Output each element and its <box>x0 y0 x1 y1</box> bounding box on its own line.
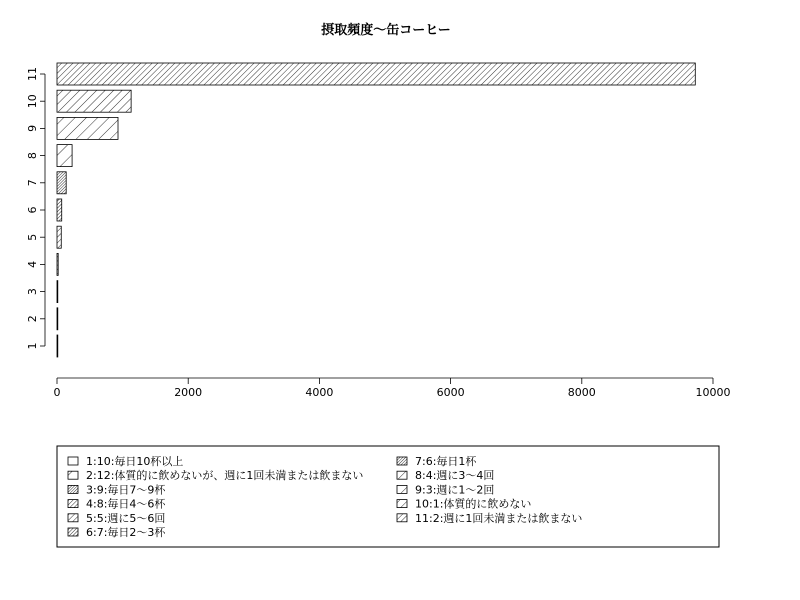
legend-swatch <box>397 485 407 493</box>
legend-label: 10:1:体質的に飲めない <box>415 497 532 511</box>
legend-swatch <box>68 528 78 536</box>
y-tick-label: 4 <box>26 260 39 268</box>
y-tick-label: 11 <box>26 67 39 81</box>
x-tick-label: 2000 <box>174 386 203 399</box>
legend-label: 6:7:毎日2～3杯 <box>86 526 166 539</box>
y-tick-label: 10 <box>26 94 39 109</box>
legend-swatch <box>68 471 78 479</box>
legend-swatch <box>397 471 407 479</box>
y-axis <box>26 67 45 350</box>
legend-swatch <box>397 457 407 465</box>
legend-swatch <box>397 514 407 522</box>
y-tick-label: 7 <box>26 179 39 187</box>
legend-swatch <box>68 514 78 522</box>
chart-title: 摂取頻度～缶コーヒー <box>321 23 451 38</box>
x-tick-label: 10000 <box>695 386 731 399</box>
bar-8 <box>57 145 72 167</box>
legend-label: 4:8:毎日4～6杯 <box>86 497 166 511</box>
y-tick-label: 9 <box>26 124 39 132</box>
legend-label: 9:3:週に1～2回 <box>415 483 495 497</box>
legend-swatch <box>68 485 78 493</box>
bar-9 <box>57 117 118 139</box>
y-tick-label: 5 <box>26 233 39 241</box>
y-tick-label: 6 <box>26 206 39 214</box>
x-tick-label: 6000 <box>436 386 465 399</box>
legend-swatch <box>68 500 78 508</box>
legend-label: 1:10:毎日10杯以上 <box>86 455 184 468</box>
y-tick-label: 1 <box>26 342 39 350</box>
bar-3 <box>57 281 58 303</box>
bar-5 <box>57 226 61 248</box>
x-tick-label: 4000 <box>305 386 334 399</box>
legend <box>68 454 582 539</box>
legend-swatch <box>68 457 78 465</box>
bar-6 <box>57 199 62 221</box>
bar-2 <box>57 308 58 330</box>
legend-label: 5:5:週に5～6回 <box>86 511 166 525</box>
y-tick-label: 3 <box>26 288 39 296</box>
bar-4 <box>57 253 58 275</box>
legend-swatch <box>397 500 407 508</box>
legend-label: 11:2:週に1回未満または飲まない <box>415 511 583 525</box>
bar-1 <box>57 335 58 357</box>
bar-10 <box>57 90 131 112</box>
bar-7 <box>57 172 66 194</box>
bars-group <box>57 63 695 357</box>
legend-label: 3:9:毎日7～9杯 <box>86 483 166 497</box>
bar-11 <box>57 63 695 85</box>
x-axis <box>54 378 731 399</box>
x-tick-label: 8000 <box>567 386 596 399</box>
y-tick-label: 2 <box>26 315 39 323</box>
legend-label: 2:12:体質的に飲めないが、週に1回未満または飲まない <box>86 469 364 483</box>
legend-label: 8:4:週に3～4回 <box>415 469 495 483</box>
legend-label: 7:6:毎日1杯 <box>415 455 477 468</box>
x-tick-label: 0 <box>53 386 61 399</box>
y-tick-label: 8 <box>26 152 39 160</box>
